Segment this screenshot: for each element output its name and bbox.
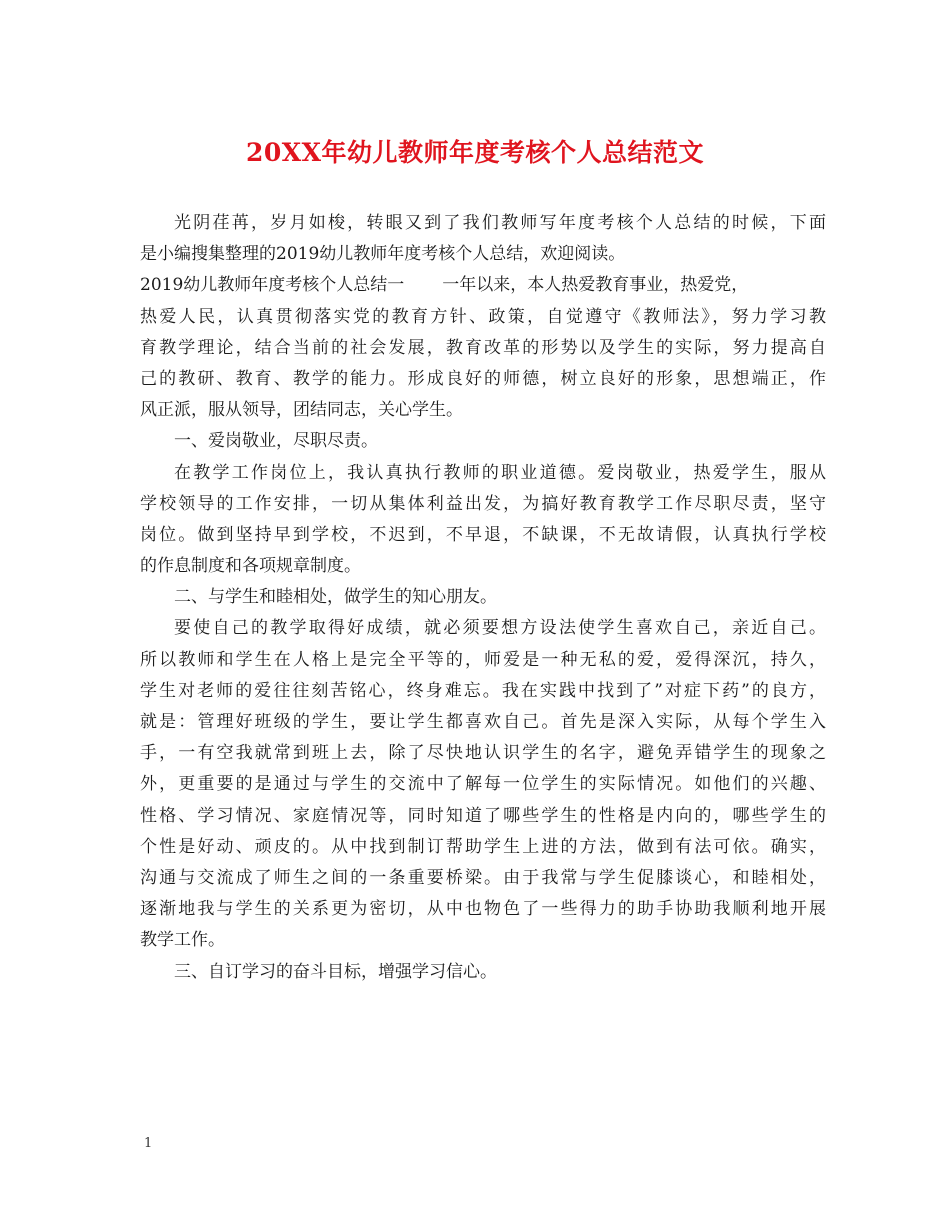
intro-line: 光阴荏苒，岁月如梭，转眼又到了我们教师写年度考核个人总结的时候，下面 — [174, 213, 826, 233]
subheading: 三、自订学习的奋斗目标，增强学习信心。 — [174, 961, 497, 982]
paragraph-line: 性格、学习情况、家庭情况等，同时知道了哪些学生的性格是内向的，哪些学生的 — [140, 805, 826, 826]
paragraph-line: 风正派，服从领导，团结同志，关心学生。 — [140, 400, 463, 421]
intro-line: 是小编搜集整理的2019幼儿教师年度考核个人总结，欢迎阅读。 — [140, 244, 626, 265]
paragraph-line: 育教学理论，结合当前的社会发展，教育改革的形势以及学生的实际，努力提高自 — [140, 337, 826, 358]
subheading: 二、与学生和睦相处，做学生的知心朋友。 — [174, 587, 497, 608]
paragraph-line: 外，更重要的是通过与学生的交流中了解每一位学生的实际情况。如他们的兴趣、 — [140, 774, 826, 795]
paragraph-line: 在教学工作岗位上，我认真执行教师的职业道德。爱岗敬业，热爱学生，服从 — [174, 462, 826, 483]
paragraph-line: 己的教研、教育、教学的能力。形成良好的师德，树立良好的形象，思想端正，作 — [140, 368, 826, 389]
page-number: 1 — [144, 1136, 153, 1151]
paragraph-line: 热爱人民，认真贯彻落实党的教育方针、政策，自觉遵守《教师法》，努力学习教 — [140, 306, 826, 327]
paragraph-line: 手，一有空我就常到班上去，除了尽快地认识学生的名字，避免弄错学生的现象之 — [140, 743, 826, 764]
paragraph-line: 逐渐地我与学生的关系更为密切，从中也物色了一些得力的助手协助我顺利地开展 — [140, 899, 826, 920]
paragraph-line: 的作息制度和各项规章制度。 — [140, 556, 361, 577]
paragraph-line: 学校领导的工作安排，一切从集体利益出发，为搞好教育教学工作尽职尽责，坚守 — [140, 493, 826, 514]
document-body — [140, 208, 826, 988]
section-heading-line — [140, 270, 826, 301]
paragraph-line: 学生对老师的爱往往刻苦铭心，终身难忘。我在实践中找到了”对症下药”的良方， — [140, 680, 826, 701]
document-title: 20XX年幼儿教师年度考核个人总结范文 — [245, 138, 705, 167]
section-title: 2019幼儿教师年度考核个人总结一 — [140, 275, 405, 296]
paragraph-line: 要使自己的教学取得好成绩，就必须要想方设法使学生喜欢自己，亲近自己。 — [174, 618, 826, 639]
paragraph-line: 就是：管理好班级的学生，要让学生都喜欢自己。首先是深入实际，从每个学生入 — [140, 712, 826, 732]
paragraph-line: 所以教师和学生在人格上是完全平等的，师爱是一种无私的爱，爱得深沉，持久， — [140, 649, 826, 670]
section-lead-text: 一年以来，本人热爱教育事业，热爱党， — [442, 275, 749, 296]
paragraph-line: 个性是好动、顽皮的。从中找到制订帮助学生上进的方法，做到有法可依。确实， — [140, 836, 826, 857]
subheading: 一、爱岗敬业，尽职尽责。 — [174, 431, 378, 452]
paragraph-line: 沟通与交流成了师生之间的一条重要桥梁。由于我常与学生促膝谈心，和睦相处， — [140, 867, 826, 888]
paragraph-line: 岗位。做到坚持早到学校，不迟到，不早退，不缺课，不无故请假，认真执行学校 — [140, 524, 826, 545]
paragraph-line: 教学工作。 — [140, 930, 225, 951]
